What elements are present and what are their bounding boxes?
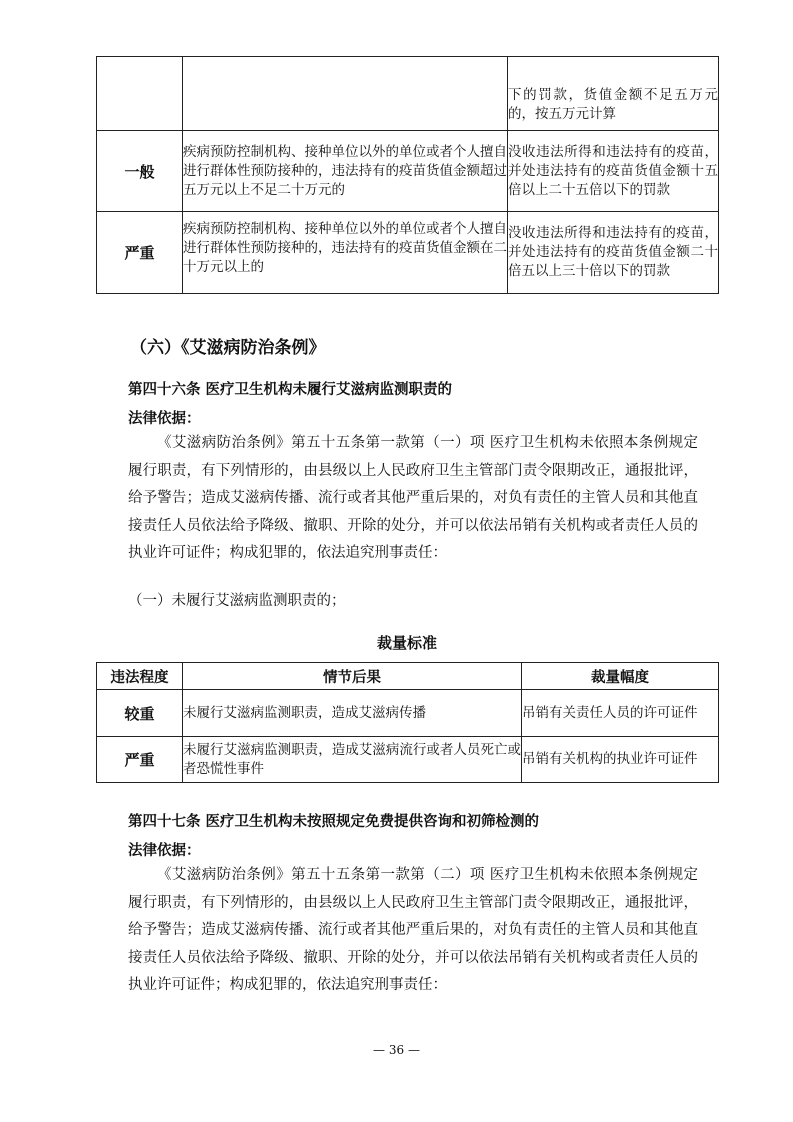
article-46-paragraph: 《艾滋病防治条例》第五十五条第一款第（一）项 医疗卫生机构未依照本条例规定履行职责，有下列情形的，由县级以上人民政府卫生主管部门责令限期改正，通报批评，给予警告；造成艾滋病传播、流行或者其他严重后果的，对负有责任的主管人员和其他直接责任人员依法给予降级、撤职、开除的处分，并可以依法吊销有关机构或者责任人员的执业许可证件；构成犯罪的，依法追究刑事责任： [128, 435, 698, 561]
circumstance-cell: 疾病预防控制机构、接种单位以外的单位或者个人擅自进行群体性预防接种的，违法持有的疫苗货值金额超过五万元以上不足二十万元的 [183, 131, 508, 212]
circumstance-cell: 未履行艾滋病监测职责，造成艾滋病流行或者人员死亡或者恐慌性事件 [183, 737, 522, 783]
penalty-cell: 吊销有关责任人员的许可证件 [522, 690, 719, 737]
article-46-title: 第四十六条 医疗卫生机构未履行艾滋病监测职责的 [128, 382, 453, 398]
discretion-standard-table [96, 662, 719, 783]
level-cell: 一般 [97, 131, 183, 212]
table-header-row [97, 663, 719, 690]
section-title: （六）《艾滋病防治条例》 [130, 338, 326, 358]
table-row [97, 212, 719, 294]
article-46-item: （一）未履行艾滋病监测职责的； [128, 593, 346, 609]
table-row [97, 57, 719, 131]
article-46-basis-label: 法律依据： [128, 411, 201, 427]
header-penalty: 裁量幅度 [522, 663, 719, 690]
standard-title: 裁量标准 [376, 634, 437, 652]
penalty-cell: 下的罚款，货值金额不足五万元的，按五万元计算 [508, 57, 719, 131]
penalty-cell: 没收违法所得和违法持有的疫苗，并处违法持有的疫苗货值金额二十倍五以上三十倍以下的罚款 [508, 212, 719, 294]
level-cell: 较重 [97, 690, 183, 737]
article-47-title: 第四十七条 医疗卫生机构未按照规定免费提供咨询和初筛检测的 [128, 814, 540, 830]
table-row [97, 737, 719, 783]
circumstance-cell: 疾病预防控制机构、接种单位以外的单位或者个人擅自进行群体性预防接种的，违法持有的疫苗货值金额在二十万元以上的 [183, 212, 508, 294]
penalty-cell: 吊销有关机构的执业许可证件 [522, 737, 719, 783]
header-level: 违法程度 [97, 663, 183, 690]
circumstance-cell [183, 57, 508, 131]
circumstance-cell: 未履行艾滋病监测职责，造成艾滋病传播 [183, 690, 522, 737]
header-circumstance: 情节后果 [183, 663, 522, 690]
penalty-cell: 没收违法所得和违法持有的疫苗，并处违法持有的疫苗货值金额十五倍以上二十五倍以下的罚款 [508, 131, 719, 212]
article-47-paragraph: 《艾滋病防治条例》第五十五条第一款第（二）项 医疗卫生机构未依照本条例规定履行职责，有下列情形的，由县级以上人民政府卫生主管部门责令限期改正，通报批评，给予警告；造成艾滋病传播、流行或者其他严重后果的，对负有责任的主管人员和其他直接责任人员依法给予降级、撤职、开除的处分，并可以依法吊销有关机构或者责任人员的执业许可证件；构成犯罪的，依法追究刑事责任： [128, 867, 698, 993]
level-cell: 严重 [97, 212, 183, 294]
page-number: — 36 — [373, 1043, 420, 1057]
top-penalty-table [96, 56, 719, 294]
article-47-basis-label: 法律依据： [128, 843, 201, 859]
level-cell: 严重 [97, 737, 183, 783]
level-cell [97, 57, 183, 131]
table-row [97, 131, 719, 212]
table-row [97, 690, 719, 737]
